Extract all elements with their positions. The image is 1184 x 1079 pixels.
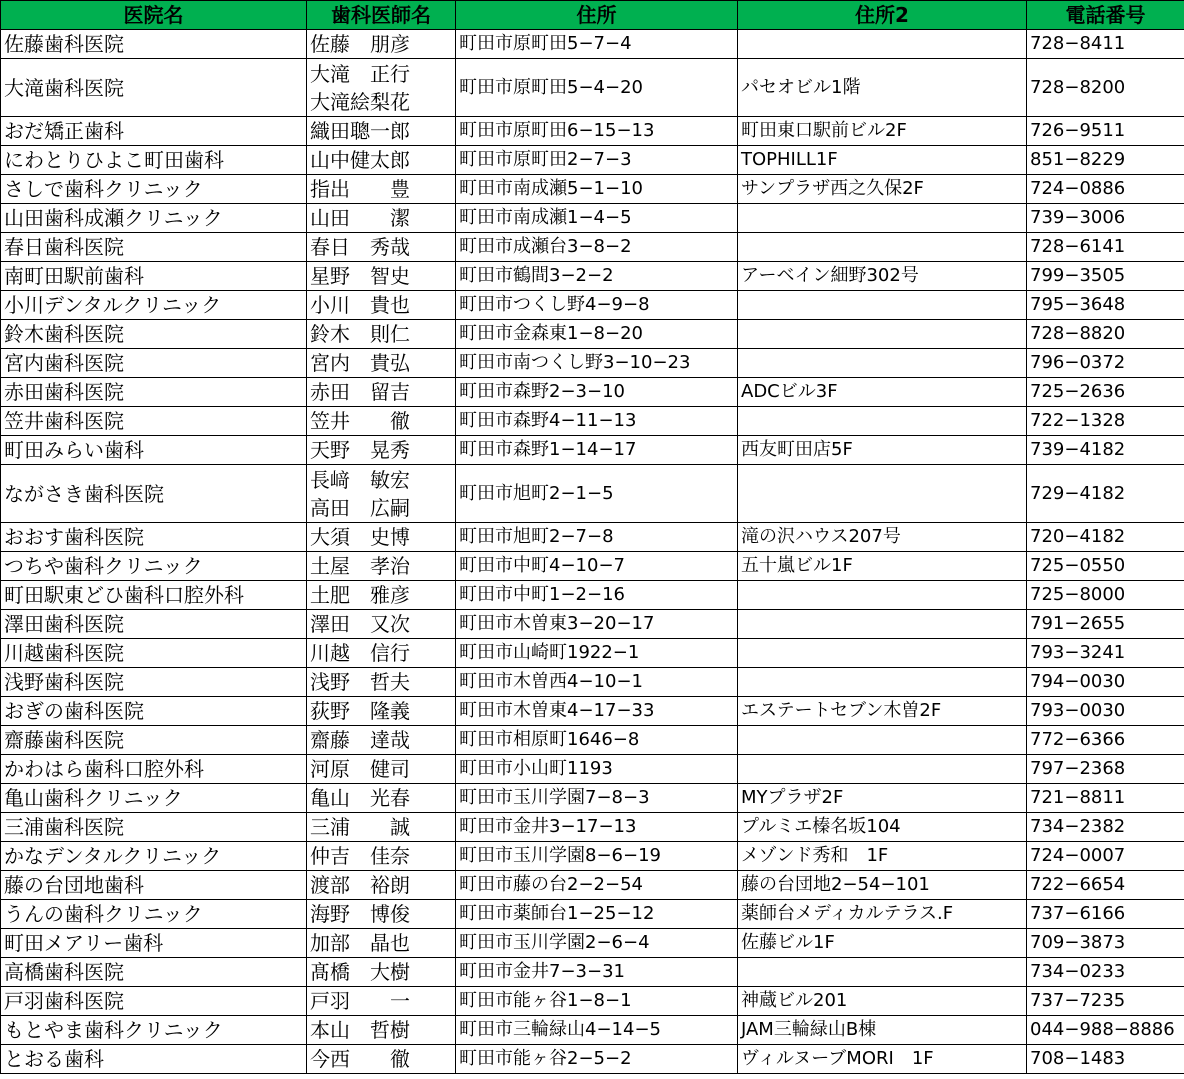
phone-cell: 728−8820 [1027, 320, 1184, 349]
doctor-name: 髙橋 大樹 [310, 960, 410, 984]
clinic-name-cell: 町田駅東どひ歯科口腔外科 [1, 581, 307, 610]
table-row [1, 117, 1184, 146]
clinic-name-cell: 亀山歯科クリニック [1, 784, 307, 813]
clinic-name-cell: 戸羽歯科医院 [1, 987, 307, 1016]
doctor-name-cell [307, 581, 456, 610]
doctor-name: 渡部 裕朗 [310, 873, 410, 897]
table-row [1, 639, 1184, 668]
doctor-name-cell [307, 436, 456, 465]
doctor-name-cell [307, 30, 456, 59]
doctor-name-cell [307, 465, 456, 523]
doctor-name: 織田聰一郎 [310, 119, 410, 143]
address2-cell [738, 233, 1027, 262]
phone-cell: 722−1328 [1027, 407, 1184, 436]
table-row [1, 755, 1184, 784]
address-cell: 町田市成瀬台3−8−2 [456, 233, 738, 262]
table-row [1, 726, 1184, 755]
table-row [1, 552, 1184, 581]
table-row [1, 784, 1184, 813]
address2-cell: 五十嵐ビル1F [738, 552, 1027, 581]
clinic-name-cell: 藤の台団地歯科 [1, 871, 307, 900]
doctor-name: 仲吉 佳奈 [310, 844, 410, 868]
doctor-name-cell [307, 349, 456, 378]
doctor-name: 春日 秀哉 [310, 235, 410, 259]
address2-cell: エステートセブン木曽2F [738, 697, 1027, 726]
clinic-name-cell: 赤田歯科医院 [1, 378, 307, 407]
address2-cell [738, 639, 1027, 668]
address-cell: 町田市南成瀬1−4−5 [456, 204, 738, 233]
clinic-name-cell: おだ矯正歯科 [1, 117, 307, 146]
address-cell: 町田市旭町2−1−5 [456, 465, 738, 523]
address-cell: 町田市鶴間3−2−2 [456, 262, 738, 291]
doctor-name: 小川 貴也 [310, 293, 410, 317]
address-cell: 町田市木曽東4−17−33 [456, 697, 738, 726]
address2-cell: 佐藤ビル1F [738, 929, 1027, 958]
address-cell: 町田市原町田2−7−3 [456, 146, 738, 175]
doctor-name-cell [307, 262, 456, 291]
table-row [1, 987, 1184, 1016]
table-row [1, 871, 1184, 900]
address2-cell: 薬師台メディカルテラス.F [738, 900, 1027, 929]
doctor-name-cell [307, 59, 456, 117]
address-cell: 町田市原町田5−7−4 [456, 30, 738, 59]
phone-cell: 724−0886 [1027, 175, 1184, 204]
doctor-name: 山中健太郎 [310, 148, 410, 172]
address-cell: 町田市三輪緑山4−14−5 [456, 1016, 738, 1045]
doctor-name: 星野 智史 [310, 264, 410, 288]
table-row [1, 813, 1184, 842]
address2-cell [738, 407, 1027, 436]
address2-cell: パセオビル1階 [738, 59, 1027, 117]
doctor-name-cell [307, 175, 456, 204]
doctor-name-cell [307, 668, 456, 697]
clinic-name-cell: 春日歯科医院 [1, 233, 307, 262]
address-cell: 町田市南つくし野3−10−23 [456, 349, 738, 378]
table-row [1, 233, 1184, 262]
doctor-name-cell [307, 1045, 456, 1074]
phone-cell: 709−3873 [1027, 929, 1184, 958]
phone-cell: 728−8411 [1027, 30, 1184, 59]
clinic-name-cell: 大滝歯科医院 [1, 59, 307, 117]
phone-cell: 728−8200 [1027, 59, 1184, 117]
doctor-name: 澤田 又次 [310, 612, 410, 636]
table-row [1, 204, 1184, 233]
clinic-name-cell: 鈴木歯科医院 [1, 320, 307, 349]
table-row [1, 320, 1184, 349]
phone-cell: 737−6166 [1027, 900, 1184, 929]
header-phone: 電話番号 [1027, 1, 1184, 30]
phone-cell: 725−0550 [1027, 552, 1184, 581]
clinic-name-cell: 高橋歯科医院 [1, 958, 307, 987]
address-cell: 町田市山崎町1922−1 [456, 639, 738, 668]
doctor-name: 天野 晃秀 [310, 438, 410, 462]
doctor-name: 大滝絵梨花 [310, 89, 410, 114]
address2-cell [738, 349, 1027, 378]
phone-cell: 734−0233 [1027, 958, 1184, 987]
address-cell: 町田市玉川学園7−8−3 [456, 784, 738, 813]
address-cell: 町田市木曽東3−20−17 [456, 610, 738, 639]
address2-cell [738, 291, 1027, 320]
table-row [1, 175, 1184, 204]
address2-cell: 藤の台団地2−54−101 [738, 871, 1027, 900]
table-row [1, 378, 1184, 407]
clinic-name-cell: つちや歯科クリニック [1, 552, 307, 581]
address-cell: 町田市小山町1193 [456, 755, 738, 784]
address-cell: 町田市金森東1−8−20 [456, 320, 738, 349]
doctor-name: 本山 哲樹 [310, 1018, 410, 1042]
phone-cell: 796−0372 [1027, 349, 1184, 378]
table-row [1, 929, 1184, 958]
header-doctor: 歯科医師名 [307, 1, 456, 30]
table-row [1, 668, 1184, 697]
phone-cell: 729−4182 [1027, 465, 1184, 523]
address2-cell: アーベイン細野302号 [738, 262, 1027, 291]
phone-cell: 728−6141 [1027, 233, 1184, 262]
clinic-name-cell: 浅野歯科医院 [1, 668, 307, 697]
clinic-name-cell: にわとりひよこ町田歯科 [1, 146, 307, 175]
doctor-name-cell [307, 552, 456, 581]
doctor-name-cell [307, 755, 456, 784]
doctor-name: 戸羽 一 [310, 989, 410, 1013]
address2-cell [738, 668, 1027, 697]
table-row [1, 465, 1184, 523]
address-cell: 町田市中町4−10−7 [456, 552, 738, 581]
clinic-name-cell: もとやま歯科クリニック [1, 1016, 307, 1045]
doctor-name-cell [307, 987, 456, 1016]
address-cell: 町田市金井7−3−31 [456, 958, 738, 987]
doctor-name: 土屋 孝治 [310, 554, 410, 578]
doctor-name: 宮内 貴弘 [310, 351, 410, 375]
address-cell: 町田市原町田5−4−20 [456, 59, 738, 117]
doctor-name: 佐藤 朋彦 [310, 32, 410, 56]
clinic-name-cell: ながさき歯科医院 [1, 465, 307, 523]
doctor-name-cell [307, 523, 456, 552]
phone-cell: 725−8000 [1027, 581, 1184, 610]
doctor-name: 指出 豊 [310, 177, 410, 201]
doctor-name-cell [307, 958, 456, 987]
phone-cell: 794−0030 [1027, 668, 1184, 697]
doctor-name: 齋藤 達哉 [310, 728, 410, 752]
address2-cell: メゾンド秀和 1F [738, 842, 1027, 871]
table-row [1, 262, 1184, 291]
address2-cell: 神蔵ビル201 [738, 987, 1027, 1016]
doctor-name: 三浦 誠 [310, 815, 410, 839]
address2-cell [738, 610, 1027, 639]
doctor-name-cell [307, 784, 456, 813]
table-row [1, 1045, 1184, 1074]
phone-cell: 721−8811 [1027, 784, 1184, 813]
doctor-name-cell [307, 204, 456, 233]
phone-cell: 797−2368 [1027, 755, 1184, 784]
clinic-name-cell: 南町田駅前歯科 [1, 262, 307, 291]
doctor-name: 川越 信行 [310, 641, 410, 665]
doctor-name: 笠井 徹 [310, 409, 410, 433]
phone-cell: 793−3241 [1027, 639, 1184, 668]
doctor-name-cell [307, 407, 456, 436]
table-row [1, 349, 1184, 378]
doctor-name: 高田 広嗣 [310, 495, 410, 520]
clinic-name-cell: 小川デンタルクリニック [1, 291, 307, 320]
address-cell: 町田市玉川学園8−6−19 [456, 842, 738, 871]
address2-cell [738, 958, 1027, 987]
clinic-name-cell: 佐藤歯科医院 [1, 30, 307, 59]
doctor-name-cell [307, 117, 456, 146]
address2-cell [738, 581, 1027, 610]
doctor-name: 河原 健司 [310, 757, 410, 781]
header-row [1, 1, 1184, 30]
table-row [1, 1016, 1184, 1045]
doctor-name-cell [307, 929, 456, 958]
doctor-name-cell [307, 291, 456, 320]
address2-cell [738, 320, 1027, 349]
phone-cell: 795−3648 [1027, 291, 1184, 320]
doctor-name: 大滝 正行 [310, 61, 410, 86]
clinic-name-cell: かわはら歯科口腔外科 [1, 755, 307, 784]
table-row [1, 291, 1184, 320]
address-cell: 町田市原町田6−15−13 [456, 117, 738, 146]
doctor-name: 土肥 雅彦 [310, 583, 410, 607]
clinic-name-cell: おおす歯科医院 [1, 523, 307, 552]
table-row [1, 581, 1184, 610]
address-cell: 町田市森野1−14−17 [456, 436, 738, 465]
address2-cell: MYプラザ2F [738, 784, 1027, 813]
address-cell: 町田市中町1−2−16 [456, 581, 738, 610]
clinic-name-cell: うんの歯科クリニック [1, 900, 307, 929]
clinic-name-cell: 三浦歯科医院 [1, 813, 307, 842]
clinic-name-cell: 山田歯科成瀬クリニック [1, 204, 307, 233]
doctor-name: 赤田 留吉 [310, 380, 410, 404]
address2-cell: JAM三輪緑山B棟 [738, 1016, 1027, 1045]
phone-cell: 720−4182 [1027, 523, 1184, 552]
phone-cell: 726−9511 [1027, 117, 1184, 146]
table-row [1, 59, 1184, 117]
phone-cell: 791−2655 [1027, 610, 1184, 639]
doctor-name: 鈴木 則仁 [310, 322, 410, 346]
doctor-name-cell [307, 1016, 456, 1045]
table-row [1, 900, 1184, 929]
phone-cell: 734−2382 [1027, 813, 1184, 842]
address2-cell [738, 726, 1027, 755]
phone-cell: 044−988−8886 [1027, 1016, 1184, 1045]
doctor-name-cell [307, 726, 456, 755]
clinic-name-cell: とおる歯科 [1, 1045, 307, 1074]
address2-cell: 西友町田店5F [738, 436, 1027, 465]
phone-cell: 737−7235 [1027, 987, 1184, 1016]
clinic-name-cell: 齋藤歯科医院 [1, 726, 307, 755]
table-body [1, 30, 1184, 1074]
clinic-name-cell: 宮内歯科医院 [1, 349, 307, 378]
phone-cell: 799−3505 [1027, 262, 1184, 291]
address2-cell [738, 204, 1027, 233]
address2-cell: 町田東口駅前ビル2F [738, 117, 1027, 146]
address2-cell: ヴィルヌーブMORI 1F [738, 1045, 1027, 1074]
doctor-name-cell [307, 842, 456, 871]
table-row [1, 523, 1184, 552]
clinic-name-cell: 町田みらい歯科 [1, 436, 307, 465]
address-cell: 町田市藤の台2−2−54 [456, 871, 738, 900]
header-address2: 住所2 [738, 1, 1027, 30]
table-row [1, 697, 1184, 726]
phone-cell: 722−6654 [1027, 871, 1184, 900]
doctor-name: 加部 晶也 [310, 931, 410, 955]
clinic-name-cell: 澤田歯科医院 [1, 610, 307, 639]
phone-cell: 708−1483 [1027, 1045, 1184, 1074]
table-row [1, 30, 1184, 59]
doctor-name: 亀山 光春 [310, 786, 410, 810]
doctor-name: 浅野 哲夫 [310, 670, 410, 694]
table-row [1, 146, 1184, 175]
doctor-name: 大須 史博 [310, 525, 410, 549]
table-row [1, 958, 1184, 987]
address2-cell: TOPHILL1F [738, 146, 1027, 175]
address2-cell: 滝の沢ハウス207号 [738, 523, 1027, 552]
address-cell: 町田市玉川学園2−6−4 [456, 929, 738, 958]
doctor-name-cell [307, 233, 456, 262]
address2-cell [738, 30, 1027, 59]
phone-cell: 851−8229 [1027, 146, 1184, 175]
address-cell: 町田市相原町1646−8 [456, 726, 738, 755]
address-cell: 町田市つくし野4−9−8 [456, 291, 738, 320]
doctor-name-cell [307, 378, 456, 407]
doctor-name-cell [307, 320, 456, 349]
address-cell: 町田市能ヶ谷2−5−2 [456, 1045, 738, 1074]
table-row [1, 407, 1184, 436]
phone-cell: 725−2636 [1027, 378, 1184, 407]
address2-cell: サンプラザ西之久保2F [738, 175, 1027, 204]
address-cell: 町田市金井3−17−13 [456, 813, 738, 842]
doctor-name: 荻野 隆義 [310, 699, 410, 723]
address-cell: 町田市南成瀬5−1−10 [456, 175, 738, 204]
doctor-name: 山田 潔 [310, 206, 410, 230]
clinic-name-cell: おぎの歯科医院 [1, 697, 307, 726]
clinic-name-cell: かなデンタルクリニック [1, 842, 307, 871]
doctor-name-cell [307, 146, 456, 175]
address2-cell: ADCビル3F [738, 378, 1027, 407]
clinic-name-cell: 笠井歯科医院 [1, 407, 307, 436]
phone-cell: 793−0030 [1027, 697, 1184, 726]
address-cell: 町田市森野2−3−10 [456, 378, 738, 407]
doctor-name: 海野 博俊 [310, 902, 410, 926]
doctor-name: 今西 徹 [310, 1047, 410, 1071]
address2-cell [738, 755, 1027, 784]
doctor-name-cell [307, 697, 456, 726]
clinic-name-cell: 川越歯科医院 [1, 639, 307, 668]
doctor-name: 長﨑 敏宏 [310, 467, 410, 492]
doctor-name-cell [307, 900, 456, 929]
phone-cell: 739−3006 [1027, 204, 1184, 233]
doctor-name-cell [307, 610, 456, 639]
address2-cell: プルミエ榛名坂104 [738, 813, 1027, 842]
address-cell: 町田市森野4−11−13 [456, 407, 738, 436]
clinic-name-cell: 町田メアリー歯科 [1, 929, 307, 958]
clinic-name-cell: さしで歯科クリニック [1, 175, 307, 204]
doctor-name-cell [307, 639, 456, 668]
address-cell: 町田市旭町2−7−8 [456, 523, 738, 552]
header-address: 住所 [456, 1, 738, 30]
address-cell: 町田市木曽西4−10−1 [456, 668, 738, 697]
address-cell: 町田市薬師台1−25−12 [456, 900, 738, 929]
header-clinic: 医院名 [1, 1, 307, 30]
table-row [1, 610, 1184, 639]
doctor-name-cell [307, 813, 456, 842]
phone-cell: 772−6366 [1027, 726, 1184, 755]
phone-cell: 739−4182 [1027, 436, 1184, 465]
phone-cell: 724−0007 [1027, 842, 1184, 871]
doctor-name-cell [307, 871, 456, 900]
table-row [1, 842, 1184, 871]
address-cell: 町田市能ヶ谷1−8−1 [456, 987, 738, 1016]
address2-cell [738, 465, 1027, 523]
table-row [1, 436, 1184, 465]
